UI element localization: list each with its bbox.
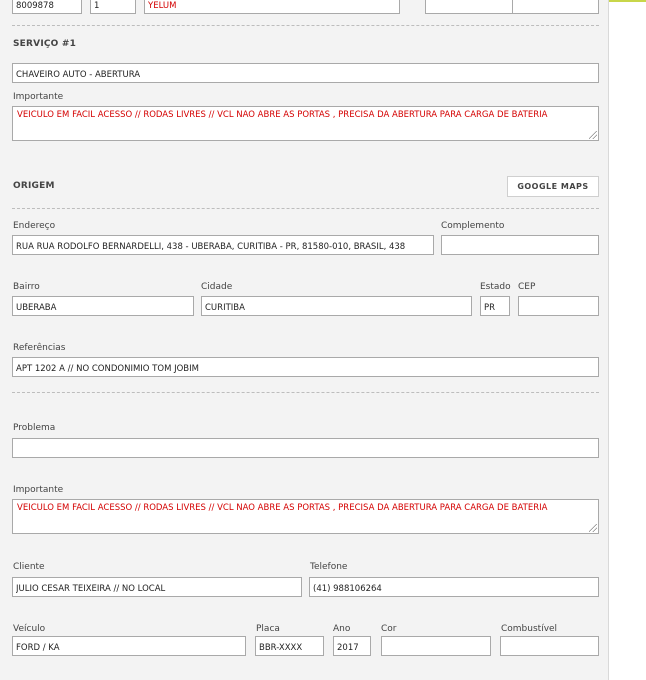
vehicle-label: Veículo bbox=[13, 624, 46, 634]
plate-field[interactable] bbox=[255, 636, 324, 656]
resize-handle-icon[interactable] bbox=[589, 131, 597, 139]
vehicle-field[interactable] bbox=[12, 636, 246, 656]
plate-label: Placa bbox=[256, 624, 280, 634]
year-label: Ano bbox=[333, 624, 351, 634]
city-label: Cidade bbox=[201, 282, 233, 292]
divider bbox=[12, 208, 599, 209]
address-field[interactable] bbox=[12, 235, 434, 255]
details-important-textarea[interactable] bbox=[12, 499, 599, 534]
fuel-label: Combustível bbox=[501, 624, 558, 634]
state-label: Estado bbox=[480, 282, 511, 292]
fuel-field[interactable] bbox=[500, 636, 599, 656]
divider bbox=[12, 392, 599, 393]
divider bbox=[12, 25, 599, 26]
name-field[interactable] bbox=[144, 0, 400, 14]
city-field[interactable] bbox=[201, 296, 472, 316]
resize-handle-icon[interactable] bbox=[589, 524, 597, 532]
problem-field[interactable] bbox=[12, 438, 599, 458]
service-important-label: Importante bbox=[13, 92, 64, 102]
references-field[interactable] bbox=[12, 357, 599, 377]
service-important-textarea[interactable] bbox=[12, 106, 599, 141]
complement-field[interactable] bbox=[441, 235, 599, 255]
color-label: Cor bbox=[381, 624, 397, 634]
color-field[interactable] bbox=[381, 636, 491, 656]
phone-field[interactable] bbox=[309, 577, 599, 597]
top-field-4[interactable] bbox=[425, 0, 513, 14]
references-label: Referências bbox=[13, 343, 66, 353]
problem-label: Problema bbox=[13, 423, 56, 433]
client-field[interactable] bbox=[12, 577, 302, 597]
service-heading: SERVIÇO #1 bbox=[13, 39, 77, 49]
zip-label: CEP bbox=[518, 282, 536, 292]
address-label: Endereço bbox=[13, 221, 56, 231]
neighborhood-label: Bairro bbox=[13, 282, 40, 292]
client-label: Cliente bbox=[13, 562, 45, 572]
service-name-field[interactable] bbox=[12, 63, 599, 83]
year-field[interactable] bbox=[333, 636, 371, 656]
origin-heading: ORIGEM bbox=[13, 181, 55, 191]
code-field[interactable] bbox=[12, 0, 82, 14]
quantity-field[interactable] bbox=[90, 0, 136, 14]
google-maps-button[interactable]: GOOGLE MAPS bbox=[507, 176, 599, 197]
top-field-5[interactable] bbox=[512, 0, 599, 14]
complement-label: Complemento bbox=[441, 221, 505, 231]
service-important-text: VEICULO EM FACIL ACESSO // RODAS LIVRES // VCL NAO ABRE AS PORTAS , PRECISA DA ABERTURA PARA CARGA DE BATERIA bbox=[17, 110, 548, 120]
accent-line bbox=[608, 0, 646, 2]
details-important-text: VEICULO EM FACIL ACESSO // RODAS LIVRES // VCL NAO ABRE AS PORTAS , PRECISA DA ABERTURA PARA CARGA DE BATERIA bbox=[17, 503, 548, 513]
state-field[interactable] bbox=[480, 296, 510, 316]
zip-field[interactable] bbox=[518, 296, 599, 316]
phone-label: Telefone bbox=[310, 562, 348, 572]
details-important-label: Importante bbox=[13, 485, 64, 495]
neighborhood-field[interactable] bbox=[12, 296, 194, 316]
